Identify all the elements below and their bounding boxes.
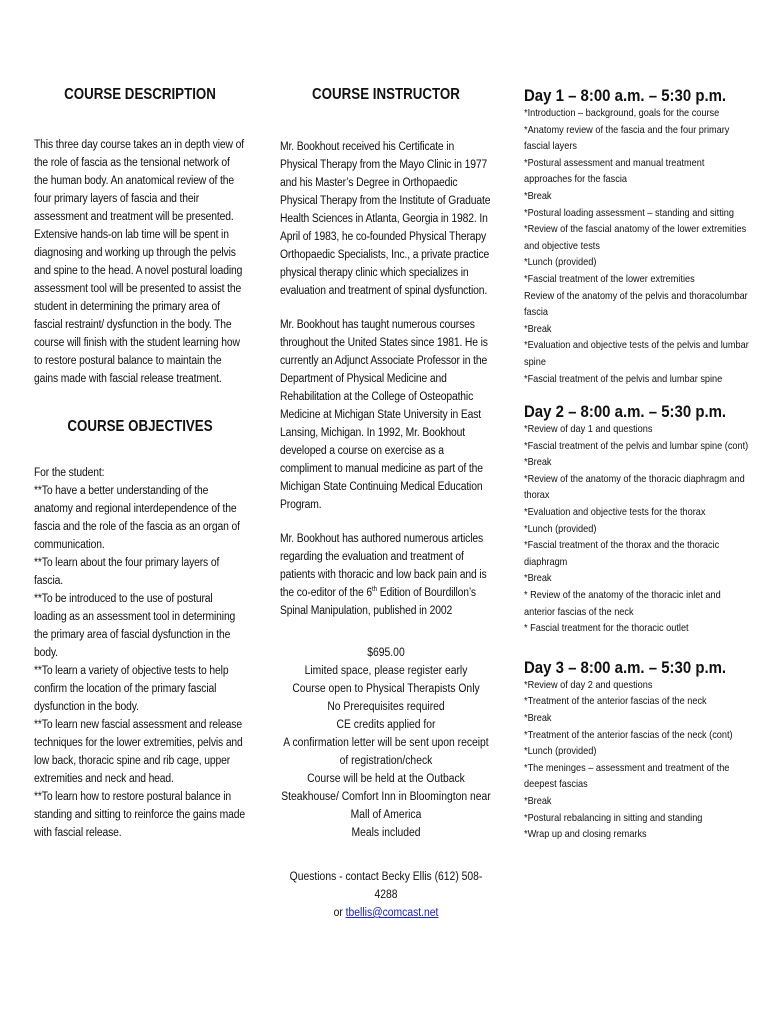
course-info-block [280, 644, 492, 842]
schedule-item: *Review of day 2 and questions [524, 679, 653, 691]
contact-block [280, 868, 492, 922]
schedule-item: *Break [524, 457, 552, 469]
schedule-item: *Introduction – background, goals for the course [524, 108, 720, 119]
schedule-item: *Postural loading assessment – standing and sitting [524, 207, 734, 219]
instructor-bio-1: Mr. Bookhout received his Certificate in Physical Therapy from the Mayo Clinic in 1977 and his Master’s Degree in Orthopaedic Physical Therapy from the Institute of Graduate Health Sciences in Atlanta, Georgia in 1982. In April of 1983, he co-founded Physical Therapy Orthopaedic Specialists, Inc., a private practice physical therapy clinic which specializes in evaluation and treatment of spinal dysfunction. [280, 141, 491, 297]
schedule-item: *Break [524, 713, 552, 724]
info-line: Course open to Physical Therapists Only [292, 683, 480, 695]
objective-item: **To learn new fascial assessment and release techniques for the lower extremities, pelvis and low back, thoracic spine and rib cage, upper extremities and neck and head. [34, 719, 243, 785]
info-line: No Prerequisites required [327, 701, 445, 713]
schedule-item: *Review of the anatomy of the thoracic diaphragm and thorax [524, 473, 745, 502]
schedule-item: *Postural rebalancing in sitting and standing [524, 812, 703, 824]
info-line: CE credits applied for [336, 719, 436, 731]
schedule-item: * Fascial treatment for the thoracic outlet [524, 623, 689, 635]
schedule-item: *Treatment of the anterior fascias of the neck [524, 696, 707, 708]
left-column [34, 86, 246, 842]
objectives-intro: For the student: [34, 467, 105, 479]
middle-column [280, 86, 492, 922]
superscript-th: th [371, 586, 377, 594]
schedule-item: *Postural assessment and manual treatment approaches for the fascia [524, 157, 705, 186]
schedule-item: *Break [524, 190, 552, 202]
schedule-item: *Treatment of the anterior fascias of the neck (cont) [524, 729, 733, 741]
objective-item: **To learn a variety of objective tests to help confirm the location of the primary fascial dysfunction in the body. [34, 665, 229, 713]
course-description-heading: COURSE DESCRIPTION [64, 86, 216, 103]
schedule-item: *Lunch (provided) [524, 523, 597, 535]
info-line: A confirmation letter will be sent upon receipt of registration/check [283, 737, 489, 767]
day-2-schedule [524, 422, 753, 638]
course-objectives-list [34, 464, 246, 842]
objective-item: **To learn how to restore postural balance in standing and sitting to reinforce the gains made with fascial release. [34, 791, 246, 839]
instructor-bio-3 [280, 530, 492, 620]
info-line: Meals included [351, 827, 421, 839]
schedule-item: *Fascial treatment of the thorax and the thoracic diaphragm [524, 540, 720, 568]
schedule-item: *Review of the fascial anatomy of the lower extremities and objective tests [524, 224, 747, 252]
course-instructor-heading: COURSE INSTRUCTOR [312, 86, 460, 103]
schedule-item: *Fascial treatment of the pelvis and lumbar spine (cont) [524, 440, 749, 452]
schedule-item: *Fascial treatment of the lower extremities [524, 273, 695, 285]
course-description-text: This three day course takes an in depth view of the role of fascia as the tensional network of the human body. An anatomical review of the four primary layers of fascia and their assessment and treatment will be presented. Extensive hands-on lab time will be spent in diagnosing and working up through the pelvis and spine to the head. A novel postural loading assessment tool will be presented to assist the student in determining the primary area of fascial restraint/ dysfunction in the body. The course will finish with the student learning how to restore postural balance to maintain the gains made with fascial release treatment. [34, 139, 244, 385]
schedule-item: *Lunch (provided) [524, 746, 597, 758]
instructor-bio-3-part-b: Edition of Bourdillon’s Spinal Manipulation, published in 2002 [280, 587, 476, 617]
schedule-item: *The meninges – assessment and treatment of the deepest fascias [524, 762, 730, 791]
schedule-item: *Fascial treatment of the pelvis and lumbar spine [524, 373, 723, 385]
schedule-item: * Review of the anatomy of the thoracic inlet and anterior fascias of the neck [524, 590, 721, 618]
day-2-title: Day 2 – 8:00 a.m. – 5:30 p.m. [524, 402, 727, 422]
schedule-item: *Lunch (provided) [524, 257, 597, 269]
course-price: $695.00 [367, 647, 405, 659]
or-label: or [333, 907, 346, 919]
email-link[interactable]: tbellis@comcast.net [345, 907, 439, 919]
day-1-title: Day 1 – 8:00 a.m. – 5:30 p.m. [524, 86, 727, 105]
schedule-item: *Break [524, 323, 552, 335]
course-objectives-heading: COURSE OBJECTIVES [67, 418, 213, 435]
objective-item: **To have a better understanding of the anatomy and regional interdependence of the fascia and the role of the fascia as an organ of communication. [34, 485, 240, 551]
schedule-item: *Anatomy review of the fascia and the four primary fascial layers [524, 124, 730, 153]
objective-item: **To be introduced to the use of postural loading as an assessment tool in determining the primary area of fascial dysfunction in the body. [34, 593, 236, 659]
schedule-item: *Evaluation and objective tests for the thorax [524, 507, 706, 519]
instructor-bio-3-part-a: Mr. Bookhout has authored numerous articles regarding the evaluation and treatment of patients with thoracic and low back pain and is the co-editor of the 6 [280, 533, 487, 599]
right-column [524, 86, 752, 844]
schedule-item: *Break [524, 795, 552, 807]
day-3-title: Day 3 – 8:00 a.m. – 5:30 p.m. [524, 657, 727, 677]
schedule-item: Review of the anatomy of the pelvis and thoracolumbar fascia [524, 290, 748, 319]
schedule-item: *Break [524, 573, 552, 585]
info-line: Course will be held at the Outback Steakhouse/ Comfort Inn in Bloomington near Mall of America [281, 773, 491, 821]
info-line: Limited space, please register early [304, 665, 468, 677]
day-1-schedule [524, 106, 753, 388]
day-3-schedule [524, 678, 753, 844]
objective-item: **To learn about the four primary layers of fascia. [34, 557, 220, 587]
email-line [280, 904, 492, 922]
instructor-bio-2: Mr. Bookhout has taught numerous courses throughout the United States since 1981. He is currently an Adjunct Associate Professor in the Department of Physical Medicine and Rehabilitation at the College of Osteopathic Medicine at Michigan State University in East Lansing, Michigan. In 1992, Mr. Bookhout developed a course on exercise as a compliment to manual medicine as part of the Michigan State Continuing Medical Education Program. [280, 319, 488, 511]
questions-contact: Questions - contact Becky Ellis (612) 508-4288 [289, 871, 483, 901]
schedule-item: *Evaluation and objective tests of the pelvis and lumbar spine [524, 340, 749, 368]
schedule-item: *Wrap up and closing remarks [524, 829, 647, 841]
schedule-item: *Review of day 1 and questions [524, 424, 653, 436]
